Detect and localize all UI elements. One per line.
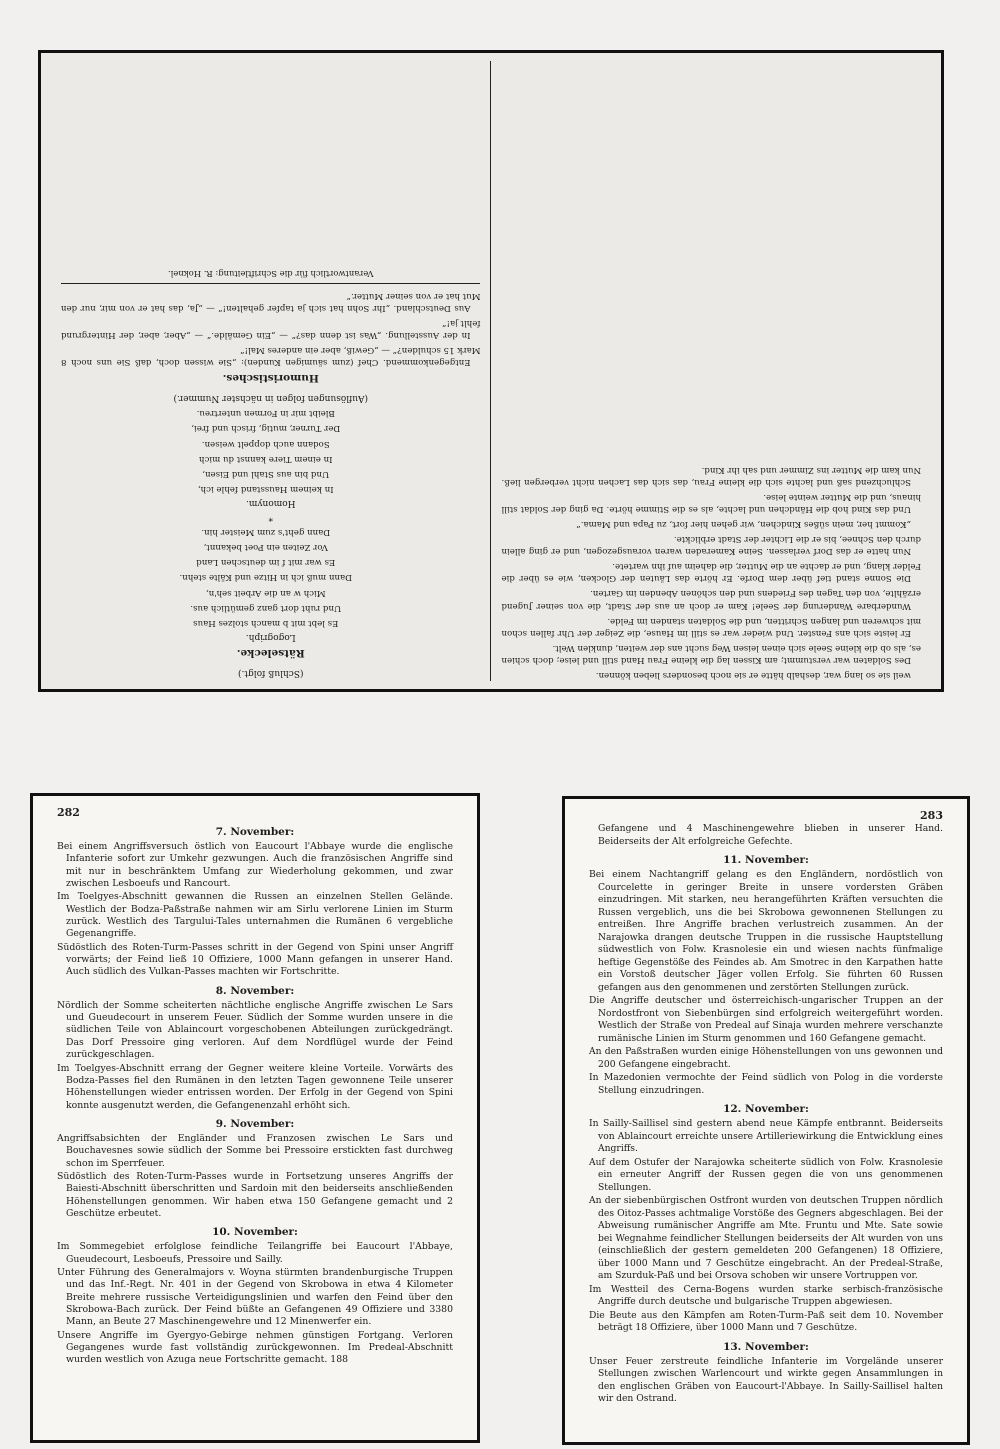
- verse-line: Und bin aus Stahl und Eisen,: [202, 468, 330, 479]
- story-paragraph: Schluchzend saß und lachte sich die kleine Frau, das sich das Lachen nicht verbergen ließ. Nun kam die Mutter ins Zimmer und sah ihr Kind.: [501, 464, 921, 487]
- date-heading: 9. November:: [215, 1117, 295, 1130]
- verse-line: Vor Zeiten ein Poet bekannt,: [203, 542, 328, 553]
- page-283: [562, 796, 970, 1445]
- homonym-heading: Homonym.: [246, 497, 296, 508]
- verse-line: In keinem Hausstand fehle ich,: [197, 483, 334, 494]
- verse-line: Und ruht dort ganz gemütlich aus.: [190, 602, 342, 613]
- story-paragraph: Wunderbare Wanderung der Seele! Kam er doch an aus der Stadt, die von seiner Jugend erzählte, von den Tagen des Friedens und den schönen Abenden im Garten.: [501, 588, 921, 611]
- page-number: 282: [57, 806, 80, 819]
- verse-line: Dann muß ich in Hitze und Kälte stehn.: [179, 572, 352, 583]
- report-paragraph: An den Paßstraßen wurden einige Höhenstellungen von uns gewonnen und 200 Gefangene eingebracht.: [589, 1046, 943, 1070]
- report-paragraph: Im Sommegebiet erfolglose feindliche Teilangriffe bei Eaucourt l'Abbaye, Gueudecourt, Lesboeufs, Pressoire und Sailly.: [57, 1241, 453, 1265]
- humor-anecdote: Aus Deutschland. „Ihr Sohn hat sich ja tapfer gehalten!“ — „Ja, das hat er von mir, nur den Mut hat er von seiner Mutter.“: [61, 290, 481, 313]
- date-heading: 12. November:: [723, 1103, 809, 1115]
- divider-star: *: [268, 512, 273, 523]
- report-entry: [589, 1341, 943, 1406]
- report-paragraph: Im Toelgyes-Abschnitt errang der Gegner weitere kleine Vorteile. Vorwärts des Bodza-Passes fiel den Rumänen in den letzten Tagen gewonnene Teile unserer Höhenstellungen wieder entrissen worden. Der Erfolg in der Gegend von Spini konnte ausgenutzt werden, die Gefangenenzahl erhöht sich.: [57, 1062, 453, 1111]
- report-paragraph: Südöstlich des Roten-Turm-Passes wurde in Fortsetzung unseres Angriffs der Baiesti-Abschnitt überschritten und Sardoin mit den beiderseits anschließenden Höhenstellungen genommen. Wir haben etwa 150 Gefangene gemacht und 2 Geschütze erbeutet.: [57, 1170, 453, 1219]
- report-paragraph: Im Toelgyes-Abschnitt gewannen die Russen an einzelnen Stellen Gelände. Westlich der Bodza-Paßstraße nahmen wir am Sirlu verlorene Linien im Sturm zurück. Westlich des Targului-Tales unternahmen die Rumänen 6 vergebliche Gegenangriffe.: [57, 891, 453, 940]
- report-paragraph: Bei einem Nachtangriff gelang es den Engländern, nordöstlich von Courcelette in geringer Breite in unsere vordersten Gräben einzudringen. Mit starken, neu herangeführten Kräften versuchten die Russen vergeblich, uns die bei Skrobowa gewonnenen Stellungen zu entreißen. Ihre Angriffe brachen verlustreich zusammen. An der Narajowka drangen deutsche Truppen in die russische Hauptstellung südwestlich von Folw. Krasnolesie ein und wiesen nachts fünfmalige heftige Gegenstöße des Feindes ab. Am Smotrec in den Karpathen hatte ein Vorstoß deutscher Jäger vollen Erfolg. Sie führten 60 Russen gefangen aus den genommenen und zerstörten Stellungen zurück.: [589, 869, 943, 993]
- report-paragraph: Im Westteil des Cerna-Bogens wurden starke serbisch-französische Angriffe durch deutsche und bulgarische Truppen abgewiesen.: [589, 1283, 943, 1307]
- lead-paragraph: Gefangene und 4 Maschinengewehre blieben in unserer Hand. Beiderseits der Alt erfolgreiche Gefechte.: [598, 823, 943, 847]
- report-paragraph: In Mazedonien vermochte der Feind südlich von Polog in die vorderste Stellung einzudringen.: [589, 1072, 943, 1096]
- report-entry: [57, 1226, 453, 1366]
- date-heading: 11. November:: [723, 854, 809, 866]
- clipping-column-riddles: [51, 61, 491, 681]
- date-heading: 8. November:: [215, 984, 295, 997]
- report-paragraph: Bei einem Angriffsversuch östlich von Eaucourt l'Abbaye wurde die englische Infanterie sofort zur Umkehr gezwungen. Auch die französischen Angriffe sind mit nur in beschränktem Umfang zur Wiederholung gekommen, und zwar zwischen Lesboeufs und Rancourt.: [57, 841, 453, 890]
- riddle-verse: [61, 526, 481, 629]
- verse-line: Mich w an die Arbeit seh'n,: [205, 587, 326, 598]
- story-paragraph: „Kommt her, mein süßes Kindchen, wir gehen hier fort, zu Papa und Mama.“: [576, 518, 911, 529]
- report-entry: [57, 826, 453, 979]
- humor-anecdote: In der Ausstellung. „Was ist denn das?“ — „Ein Gemälde.“ — „Aber, aber, der Hintergrund fehlt ja!“: [61, 317, 481, 340]
- solution-note: (Auflösungen folgen in nächster Nummer.): [173, 393, 369, 404]
- verse-line: Bleibt mir in Formen untertreu.: [196, 408, 335, 419]
- story-paragraph: Des Soldaten war verstummt; am Kissen lag die kleine Frau Hand still und leise; doch schien es, als ob die kleine Seele sich einen leisen Weg sucht ans der weiten, dunklen Welt.: [501, 642, 921, 665]
- story-paragraph: Und das Kind hob die Händchen und lachte, als es die Stimme hörte. Da ging der Soldat still hinaus, und die Mutter weinte leise.: [501, 491, 921, 514]
- column-divider: [491, 61, 492, 681]
- date-heading: 10. November:: [212, 1226, 298, 1239]
- newspaper-clipping: [38, 50, 944, 692]
- report-paragraph: Die Angriffe deutscher und österreichisch-ungarischer Truppen an der Nordostfront von Siebenbürgen sind erfolgreich weitergeführt worden. Westlich der Straße von Predeal auf Sinaja wurden mehrere verschanzte rumänische Linien im Sturm genommen und 160 Gefangene gemacht.: [589, 995, 943, 1044]
- verse-line: Der Turner, mutig, frisch und frei,: [191, 423, 341, 434]
- report-paragraph: In Sailly-Saillisel sind gestern abend neue Kämpfe entbrannt. Beiderseits von Ablaincourt erreichte unsere Artilleriewirkung die Entwicklung eines Angriffs.: [589, 1118, 943, 1154]
- report-paragraph: Auf dem Ostufer der Narajowka scheiterte südlich von Folw. Krasnolesie ein erneuter Angriff der Russen gegen die von uns genommenen Stellungen.: [589, 1156, 943, 1193]
- verse-line: In einem Tiere kannst du mich: [199, 453, 333, 464]
- report-paragraph: Die Beute aus den Kämpfen am Roten-Turm-Paß seit dem 10. November beträgt 18 Offiziere, über 1000 Mann und 7 Geschütze.: [589, 1309, 943, 1333]
- story-paragraph: Nun hatte er das Dorf verlassen. Seine Kameraden waren vorausgezogen, und er ging allein durch den Schnee, bis er die Lichter der Stadt erblickte.: [501, 534, 921, 557]
- report-paragraph: Nördlich der Somme scheiterten nächtliche englische Angriffe zwischen Le Sars und Gueudecourt in unserem Feuer. Südlich der Somme wurden unsere in die südlichen Teile von Ablaincourt vorgeschobenen Abteilungen zurückgedrängt. Das Dorf Pressoire ging verloren. Auf dem Nordflügel wurde der Feind zurückgeschlagen.: [57, 999, 453, 1061]
- riddle-subheading: Logogriph.: [245, 631, 296, 642]
- daily-reports: [589, 854, 943, 1406]
- story-paragraph: Die Sonne stand tief über dem Dorfe. Er hörte das Läuten der Glocken, wie es über die Felder klang, und er dachte an die Mutter, die daheim auf ihn wartete.: [501, 561, 921, 584]
- humor-anecdote: Entgegenkommend. Chef (zum säumigen Kunden): „Sie wissen doch, daß Sie uns noch 8 Mark 15 schulden?“ — „Gewiß, aber ein anderes Mal!“: [61, 345, 481, 368]
- report-paragraph: Südöstlich des Roten-Turm-Passes schritt in der Gegend von Spini unser Angriff vorwärts; der Feind ließ 10 Offiziere, 1000 Mann gefangen in unserer Hand. Auch südlich des Vulkan-Passes machten wir Fortschritte.: [57, 941, 453, 978]
- continued-text: [589, 823, 943, 848]
- humor-section: [61, 290, 481, 369]
- report-paragraph: Unter Führung des Generalmajors v. Woyna stürmten brandenburgische Truppen und das Inf.-Regt. Nr. 401 in der Gegend von Skrobowa in etwa 4 Kilometer Breite mehrere russische Verteidigungslinien und warfen den Feind über den Skrobowa-Bach zurück. Der Feind büßte an Gefangenen 49 Offiziere und 3380 Mann, an Beute 27 Maschinengewehre und 12 Minenwerfer ein.: [57, 1266, 453, 1328]
- report-paragraph: Unsere Angriffe im Gyergyo-Gebirge nehmen günstigen Fortgang. Verloren Gegangenes wurde fast vollständig zurückgewonnen. Im Predeal-Abschnitt wurden westlich von Azuga neue Fortschritte gemacht. 188: [57, 1329, 453, 1366]
- humor-heading: Humoristisches.: [222, 372, 319, 385]
- report-entry: [589, 854, 943, 1097]
- daily-reports: [57, 826, 453, 1367]
- verse-line: Es war mit f im deutschen Land: [196, 557, 336, 568]
- date-heading: 7. November:: [215, 826, 295, 838]
- verse-line: Es lebt mit b manch stolzes Haus: [193, 617, 339, 628]
- responsible-editor-footer: Verantwortlich für die Schriftleitung: R. Hoknel.: [61, 267, 481, 283]
- report-paragraph: An der siebenbürgischen Ostfront wurden von deutschen Truppen nördlich des Oitoz-Passes achtmalige Vorstöße des Gegners abgeschlagen. Bei der Abweisung rumänischer Angriffe am Mte. Fruntu und Mte. Sate sowie bei Wegnahme feindlicher Stellungen beiderseits der Alt wurden von uns (einschließlich der gestern gemeldeten 200 Gefangenen) 18 Offiziere, über 1000 Mann und 7 Geschütze eingebracht. An der Predeal-Straße, am Szurduk-Paß und bei Orsova schoben wir unsere Vortruppen vor.: [589, 1195, 943, 1281]
- report-paragraph: Unser Feuer zerstreute feindliche Infanterie im Vorgelände unserer Stellungen zwischen Warlencourt und wirkte gegen Ansammlungen in den englischen Gräben von Eaucourt-l'Abbaye. In Sailly-Saillisel halten wir den Ostrand.: [589, 1355, 943, 1404]
- report-paragraph: Angriffsabsichten der Engländer und Franzosen zwischen Le Sars und Bouchavesnes sowie südlich der Somme bei Pressoire erstickten fast durchweg schon im Sperrfeuer.: [57, 1132, 453, 1169]
- story-paragraph: Er leiste sich ans Fenster. Und wieder war es still im Hause, die Zeiger der Uhr fallen schon mit schweren und langen Schritten, und die Soldaten standen im Felde.: [501, 615, 921, 638]
- report-entry: [57, 1118, 453, 1220]
- date-heading: 13. November:: [723, 1340, 809, 1353]
- report-entry: [589, 1103, 943, 1335]
- page-number: 283: [920, 809, 943, 822]
- page-282: [30, 793, 480, 1443]
- continuation-note: (Schluß folgt.): [238, 668, 304, 678]
- verse-line: Dann geht's zum Meister hin.: [201, 527, 331, 538]
- clipping-column-story: [492, 61, 932, 681]
- homonym-verse: [61, 407, 481, 495]
- verse-line: Sodann auch doppelt weisen.: [201, 438, 330, 449]
- clipping-content-rotated: [41, 53, 941, 689]
- report-entry: [57, 985, 453, 1112]
- story-paragraph: weil sie so lang war, deshalb hätte er sie noch besonders lieben können.: [595, 670, 911, 680]
- riddle-heading: Rätselecke.: [236, 646, 305, 659]
